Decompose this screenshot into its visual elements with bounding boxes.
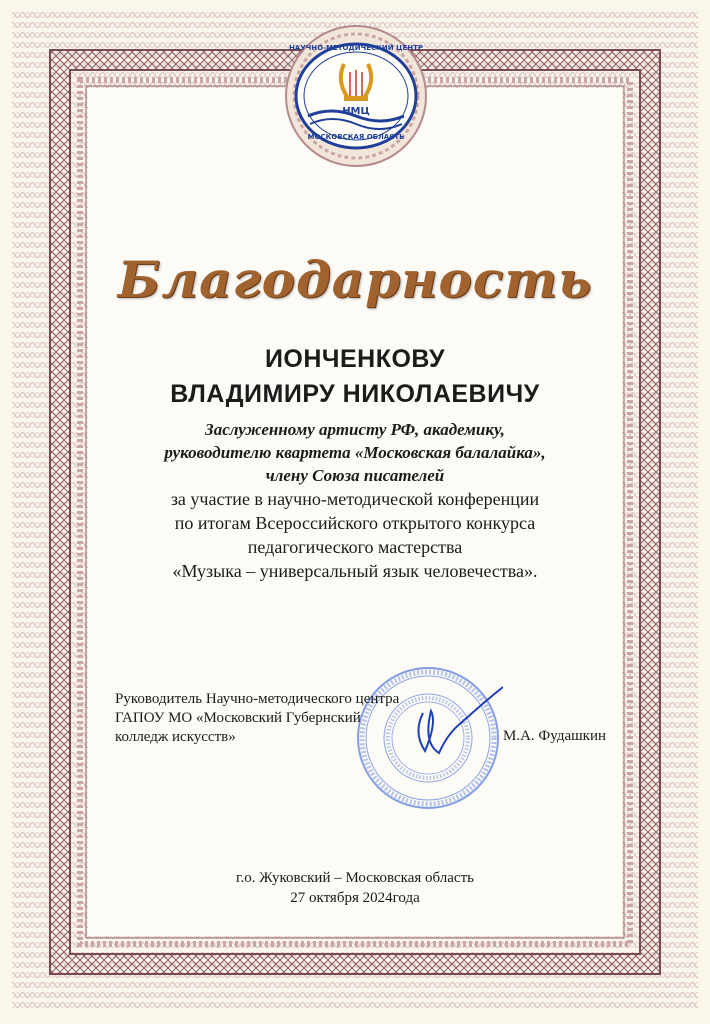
position-line-1: Руководитель Научно-методического центра xyxy=(115,691,400,707)
signatory-position xyxy=(115,690,399,747)
signer-name: М.А. Фудашкин xyxy=(503,728,607,744)
certificate-title: Благодарность xyxy=(117,250,593,309)
footer xyxy=(0,868,710,908)
recipient-surname: ИОНЧЕНКОВУ xyxy=(264,345,446,373)
footer-place: г.о. Жуковский – Московская область xyxy=(236,870,474,886)
recipient-name: ВЛАДИМИРУ НИКОЛАЕВИЧУ xyxy=(170,380,540,408)
merit-line-3: члену Союза писателей xyxy=(265,466,445,485)
merit-line-2: руководителю квартета «Московская балалайка», xyxy=(164,443,546,462)
body-line-2: по итогам Всероссийского открытого конкурса xyxy=(174,513,536,533)
footer-date: 27 октября 2024года xyxy=(290,890,420,906)
body-line-1: за участие в научно-методической конференции xyxy=(170,489,540,509)
seal-abbr: НМЦ xyxy=(342,106,370,117)
position-line-2: ГАПОУ МО «Московский Губернский xyxy=(115,710,361,726)
body-line-3: педагогического мастерства xyxy=(247,537,463,557)
seal-bottom-text: МОСКОВСКАЯ ОБЛАСТЬ xyxy=(307,133,405,141)
merit-line-1: Заслуженному артисту РФ, академику, xyxy=(205,420,505,439)
signature-scribble xyxy=(418,687,503,753)
position-line-3: колледж искусств» xyxy=(115,729,236,745)
body-line-4: «Музыка – универсальный язык человечества». xyxy=(172,561,538,581)
seal-top-text: НАУЧНО-МЕТОДИЧЕСКИЙ ЦЕНТР xyxy=(288,44,424,52)
nmc-seal-logo xyxy=(286,36,426,156)
